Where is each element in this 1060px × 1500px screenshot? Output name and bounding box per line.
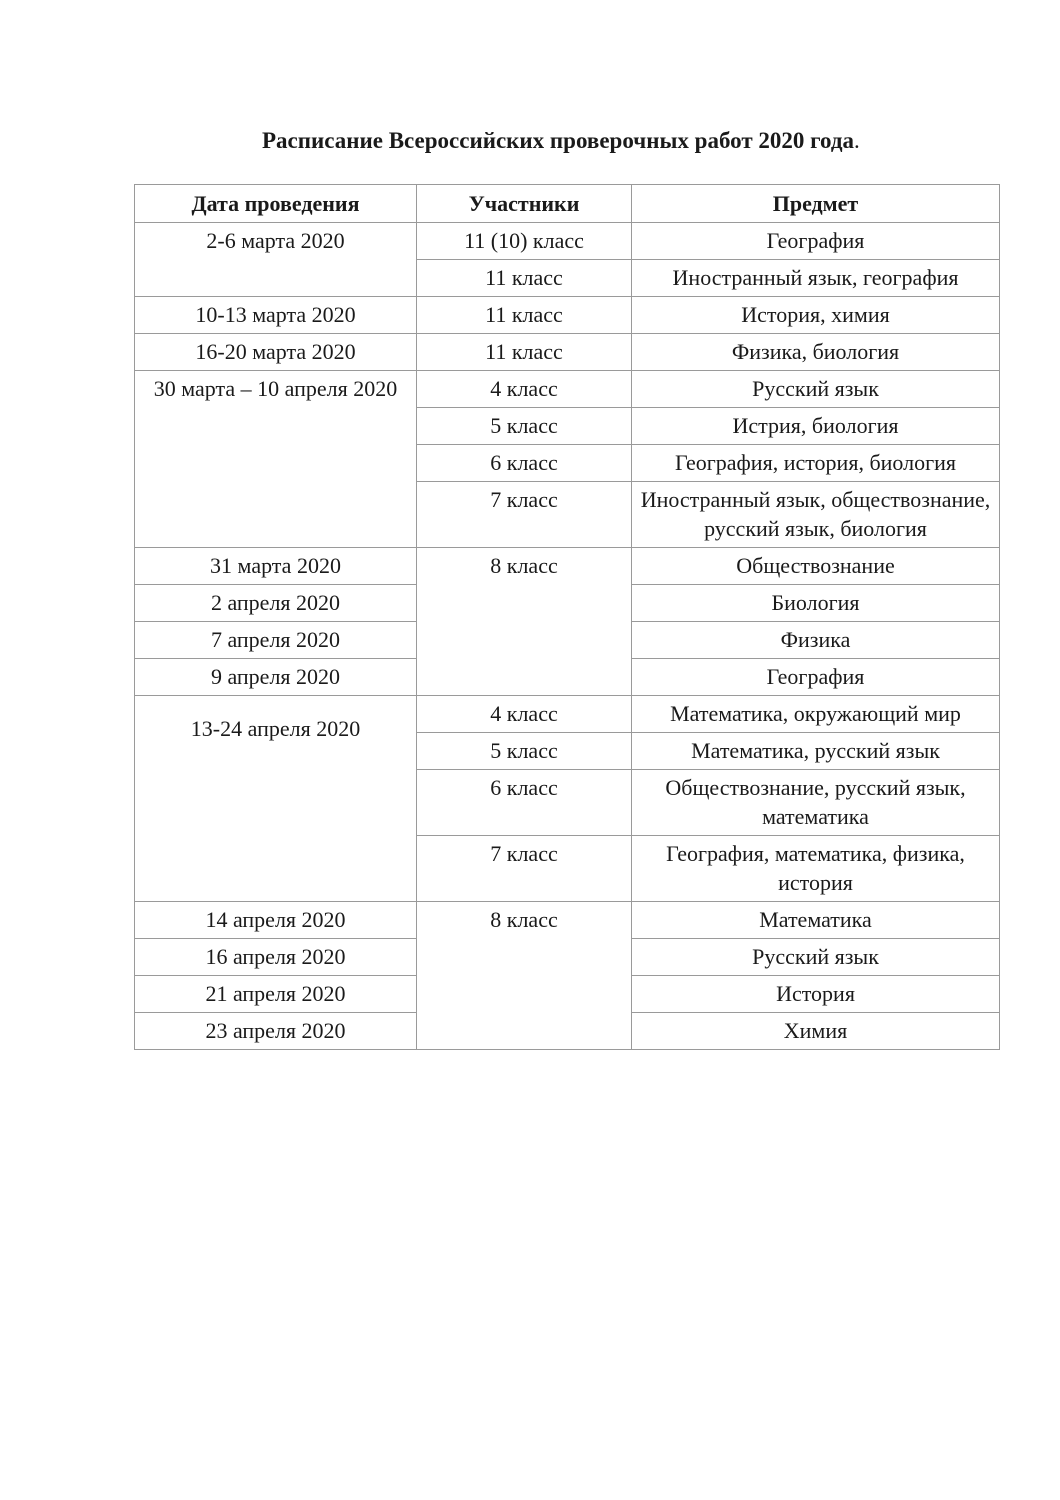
page-title (262, 128, 860, 154)
table-row (135, 334, 1000, 371)
date-cell: 16-20 марта 2020 (135, 334, 417, 371)
participants-cell: 6 класс (417, 770, 632, 836)
subject-cell: Обществознание, русский язык, математика (632, 770, 1000, 836)
table-row (135, 902, 1000, 939)
date-cell: 2 апреля 2020 (135, 585, 417, 622)
table-row (135, 371, 1000, 408)
subject-cell: География (632, 659, 1000, 696)
date-cell: 7 апреля 2020 (135, 622, 417, 659)
date-cell: 16 апреля 2020 (135, 939, 417, 976)
header-participants: Участники (417, 185, 632, 223)
participants-cell: 8 класс (417, 548, 632, 696)
subject-cell: География (632, 223, 1000, 260)
subject-cell: География, математика, физика, история (632, 836, 1000, 902)
participants-cell: 11 класс (417, 334, 632, 371)
subject-cell: Иностранный язык, обществознание, русский язык, биология (632, 482, 1000, 548)
participants-cell: 11 класс (417, 297, 632, 334)
date-cell: 14 апреля 2020 (135, 902, 417, 939)
subject-cell: Биология (632, 585, 1000, 622)
participants-cell: 11 (10) класс (417, 223, 632, 260)
page-title-period: . (853, 128, 860, 153)
subject-cell: История (632, 976, 1000, 1013)
subject-cell: Математика (632, 902, 1000, 939)
subject-cell: Химия (632, 1013, 1000, 1050)
subject-cell: Истрия, биология (632, 408, 1000, 445)
participants-cell: 7 класс (417, 482, 632, 548)
date-cell: 9 апреля 2020 (135, 659, 417, 696)
date-cell: 30 марта – 10 апреля 2020 (135, 371, 417, 548)
date-cell: 21 апреля 2020 (135, 976, 417, 1013)
participants-cell: 5 класс (417, 733, 632, 770)
subject-cell: Иностранный язык, география (632, 260, 1000, 297)
subject-cell: Русский язык (632, 371, 1000, 408)
participants-cell: 11 класс (417, 260, 632, 297)
subject-cell: Обществознание (632, 548, 1000, 585)
participants-cell: 8 класс (417, 902, 632, 1050)
subject-cell: История, химия (632, 297, 1000, 334)
subject-cell: Физика, биология (632, 334, 1000, 371)
participants-cell: 4 класс (417, 696, 632, 733)
subject-cell: География, история, биология (632, 445, 1000, 482)
date-cell: 31 марта 2020 (135, 548, 417, 585)
date-cell: 23 апреля 2020 (135, 1013, 417, 1050)
table-row (135, 696, 1000, 733)
subject-cell: Математика, окружающий мир (632, 696, 1000, 733)
header-subject: Предмет (632, 185, 1000, 223)
participants-cell: 6 класс (417, 445, 632, 482)
schedule-table (134, 184, 1000, 1050)
table-row (135, 223, 1000, 260)
table-row (135, 297, 1000, 334)
subject-cell: Математика, русский язык (632, 733, 1000, 770)
participants-cell: 7 класс (417, 836, 632, 902)
participants-cell: 5 класс (417, 408, 632, 445)
table-header-row (135, 185, 1000, 223)
date-cell: 10-13 марта 2020 (135, 297, 417, 334)
subject-cell: Физика (632, 622, 1000, 659)
table-row (135, 548, 1000, 585)
date-cell: 2-6 марта 2020 (135, 223, 417, 297)
page-title-text: Расписание Всероссийских проверочных работ 2020 года (262, 128, 854, 153)
date-cell: 13-24 апреля 2020 (135, 696, 417, 902)
subject-cell: Русский язык (632, 939, 1000, 976)
header-date: Дата проведения (135, 185, 417, 223)
participants-cell: 4 класс (417, 371, 632, 408)
